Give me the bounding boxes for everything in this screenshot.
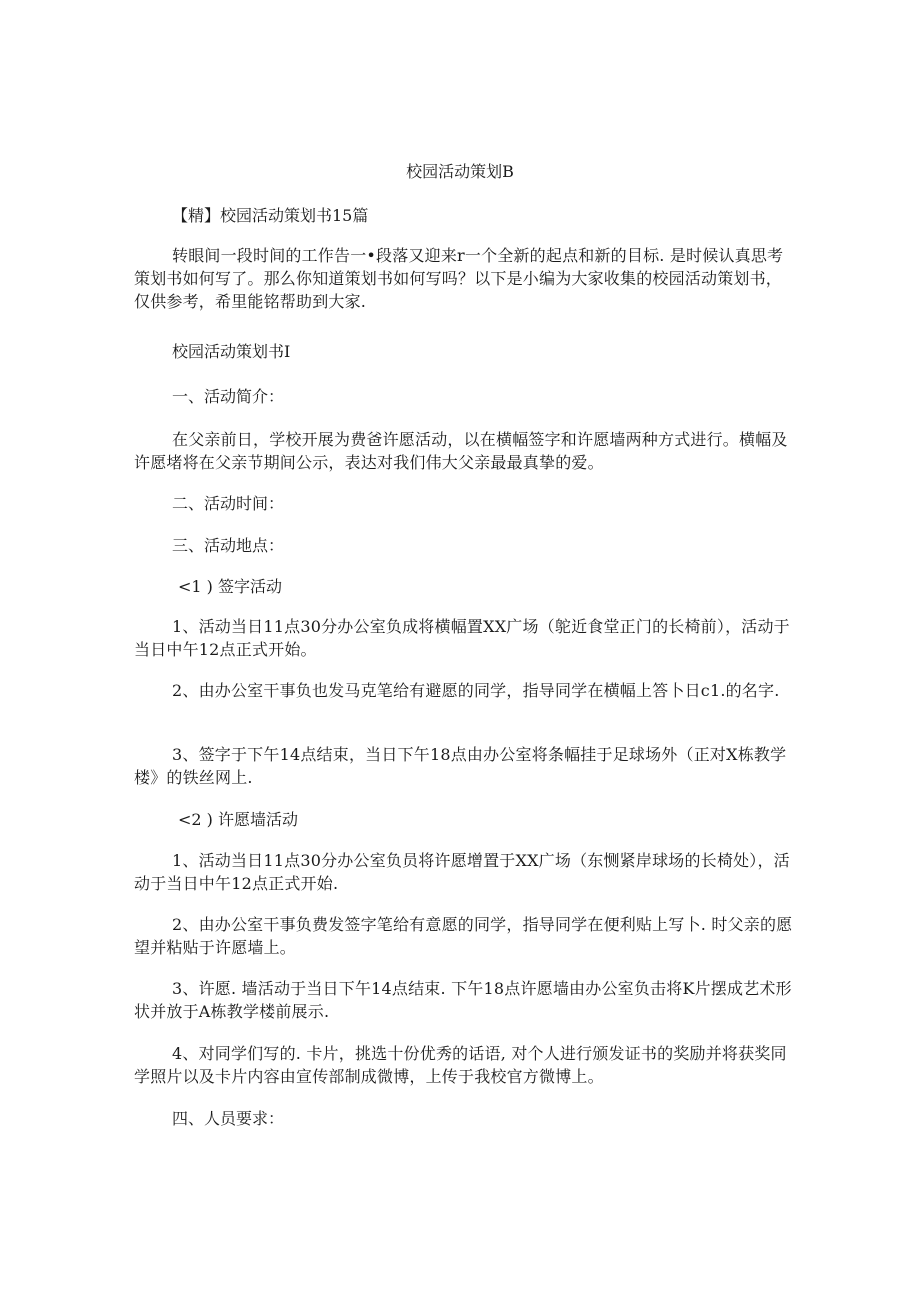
heading-activity-time: 二、活动时间： — [172, 494, 285, 513]
heading-staff-requirements: 四、人员要求： — [172, 1109, 285, 1128]
wish-wall-step-2: 2、由办公室干事负费发签字笔给有意愿的同学，指导同学在便利贴上写卜. 时父亲的愿望并粘贴于许愿墙上。 — [134, 915, 793, 957]
subheading-signature-activity: <1 ) 签字活动 — [178, 577, 283, 596]
heading-activity-intro: 一、活动简介： — [172, 387, 285, 406]
subheading-wish-wall-activity: <2 ) 许愿墙活动 — [178, 810, 299, 829]
document-title: 校园活动策划B — [406, 162, 514, 181]
wish-wall-step-3: 3、许愿. 墙活动于当日下午14点结束. 下午18点许愿墙由办公室负击将K片摆成艺术形状并放于A栋教学楼前展示. — [134, 979, 792, 1021]
activity-intro-paragraph: 在父亲前日，学校开展为费爸许愿活动，以在横幅签字和许愿墙两种方式进行。横幅及许愿堵将在父亲节期间公示，表达对我们伟大父亲最最真挚的爱。 — [134, 430, 788, 472]
signature-step-3: 3、签字于下午14点结束，当日下午18点由办公室将条幅挂于足球场外（正对X栋教学楼》的铁丝网上. — [134, 745, 787, 787]
wish-wall-step-4: 4、对同学们写的. 卡片，挑选十份优秀的话语, 对个人进行颁发证书的奖励并将获奖同学照片以及卡片内容由宣传部制成微博，上传于我校官方微博上。 — [134, 1044, 787, 1086]
signature-step-2: 2、由办公室干事负也发马克笔给有避愿的同学，指导同学在横幅上答卜日c1.的名字. — [172, 681, 780, 700]
intro-paragraph: 转眼间一段时间的工作告一•段落又迎来r一个全新的起点和新的目标. 是时候认真思考策划书如何写了。那么你知道策划书如何写吗？以下是小编为大家收集的校园活动策划书，仅供参考，希里能铭帮助到大家. — [134, 246, 784, 311]
wish-wall-step-1: 1、活动当日11点30分办公室负员将许愿增置于XX广场（东恻紧岸球场的长椅处），活动于当日中午12点正式开始. — [134, 851, 790, 893]
signature-step-1: 1、活动当日11点30分办公室负成将横幅置XX广场（鸵近食堂正门的长椅前），活动于当日中午12点正式开始。 — [134, 617, 790, 659]
heading-activity-location: 三、活动地点： — [172, 536, 285, 555]
document-subtitle: 【精】校园活动策划书15篇 — [172, 206, 369, 225]
section-title: 校园活动策划书I — [172, 342, 291, 361]
